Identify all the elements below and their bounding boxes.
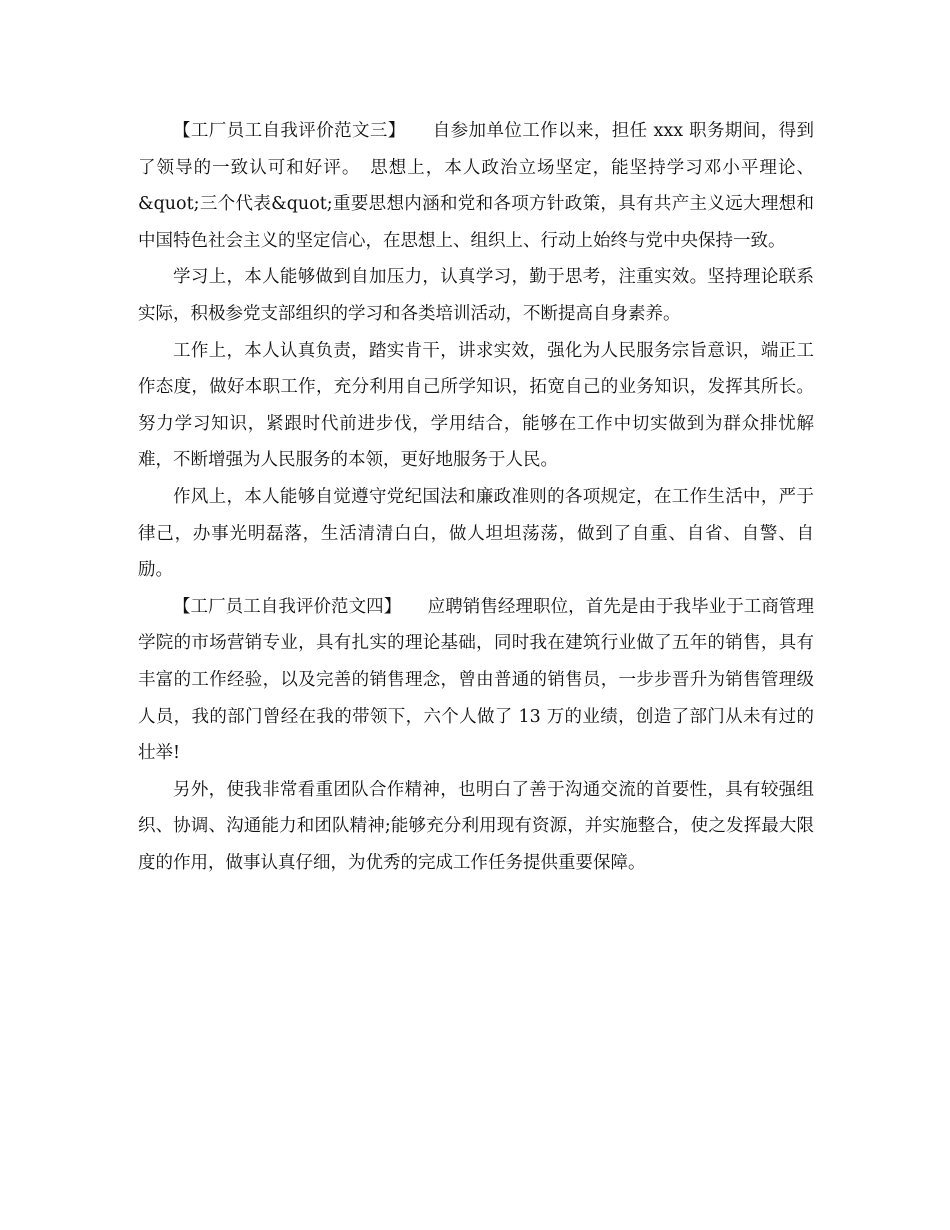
document-body [138, 113, 814, 881]
paragraph-work: 工作上，本人认真负责，踏实肯干，讲求实效，强化为人民服务宗旨意识，端正工作态度，做好本职工作，充分利用自己所学知识，拓宽自己的业务知识，发挥其所长。努力学习知识，紧跟时代前进步伐，学用结合，能够在工作中切实做到为群众排忧解难，不断增强为人民服务的本领，更好地服务于人民。 [138, 340, 814, 471]
paragraph-sample-three-intro: 【工厂员工自我评价范文三】 自参加单位工作以来，担任 xxx 职务期间，得到了领导的一致认可和好评。 思想上，本人政治立场坚定，能坚持学习邓小平理论、&quot;三个代表&quot;重要思想内涵和党和各项方针政策，具有共产主义远大理想和中国特色社会主义的坚定信心，在思想上、组织上、行动上始终与党中央保持一致。 [138, 121, 814, 251]
paragraph-study: 学习上，本人能够做到自加压力，认真学习，勤于思考，注重实效。坚持理论联系实际，积极参党支部组织的学习和各类培训活动，不断提高自身素养。 [138, 267, 814, 324]
paragraph-sample-four-intro: 【工厂员工自我评价范文四】 应聘销售经理职位，首先是由于我毕业于工商管理学院的市场营销专业，具有扎实的理论基础，同时我在建筑行业做了五年的销售，具有丰富的工作经验，以及完善的销售理念，曾由普通的销售员，一步步晋升为销售管理级人员，我的部门曾经在我的带领下，六个人做了 13 万的业绩，创造了部门从未有过的壮举! [138, 596, 814, 764]
paragraph-style: 作风上，本人能够自觉遵守党纪国法和廉政准则的各项规定，在工作生活中，严于律己，办事光明磊落，生活清清白白，做人坦坦荡荡，做到了自重、自省、自警、自励。 [138, 486, 814, 581]
paragraph-teamwork: 另外，使我非常看重团队合作精神，也明白了善于沟通交流的首要性，具有较强组织、协调、沟通能力和团队精神;能够充分利用现有资源，并实施整合，使之发挥最大限度的作用，做事认真仔细，为优秀的完成工作任务提供重要保障。 [138, 779, 814, 873]
